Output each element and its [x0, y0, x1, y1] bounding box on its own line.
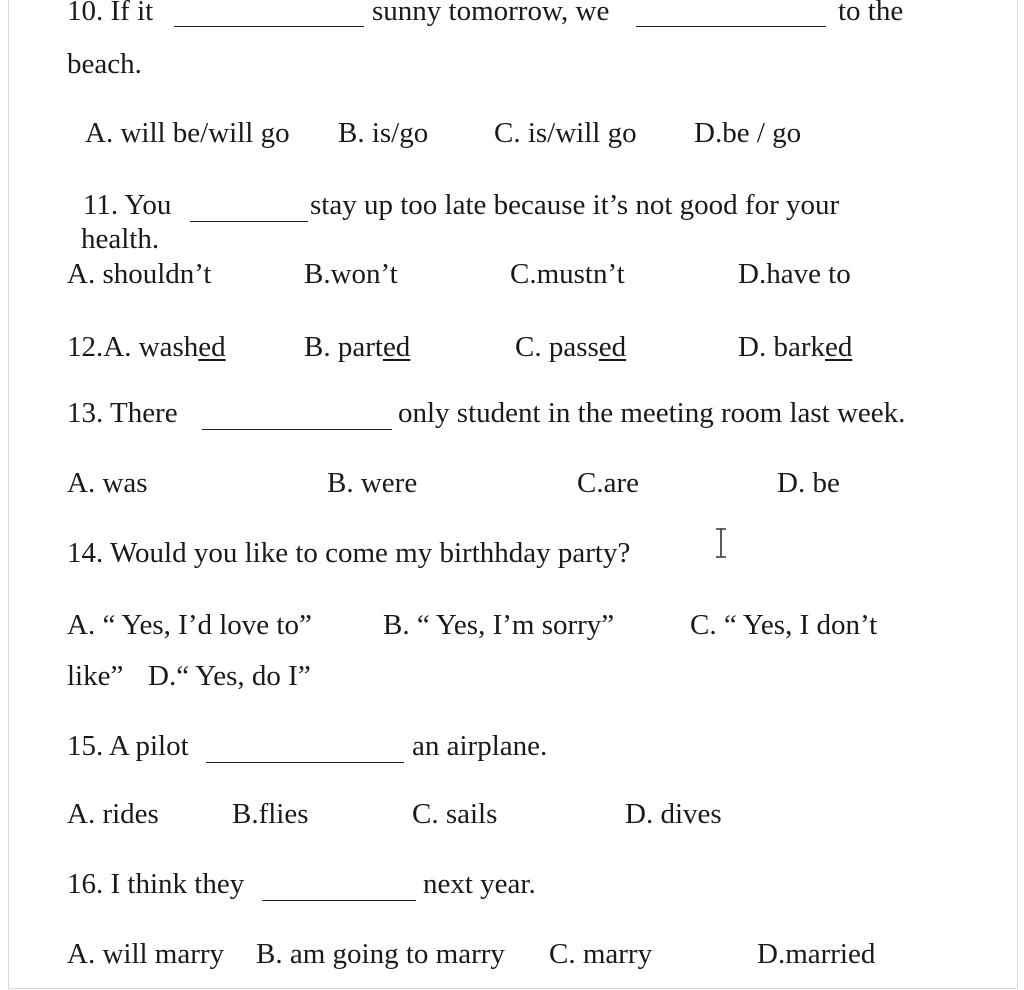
q14-option-b: B. “ Yes, I’m sorry” [383, 609, 615, 641]
q12-option-b [304, 330, 410, 364]
q12-option-c [515, 330, 626, 364]
q16-option-d: D.married [757, 938, 876, 970]
q12-option-b-ending: ed [382, 331, 411, 363]
q13-text-1: 13. There [67, 397, 178, 429]
q11-option-d: D.have to [738, 258, 851, 290]
q15-text-2: an airplane. [412, 730, 548, 762]
q10-option-d: D.be / go [694, 117, 802, 149]
q16-option-b: B. am going to marry [256, 938, 505, 970]
q11-option-a: A. shouldn’t [67, 258, 212, 290]
q12-option-a-ending: ed [198, 331, 226, 363]
q14-option-c: C. “ Yes, I don’t [690, 609, 878, 641]
q14-option-c-cont: like” [67, 660, 124, 692]
q13-option-b: B. were [327, 467, 418, 499]
q10-text-3: to the [838, 0, 904, 27]
q16-text-1: 16. I think they [67, 868, 245, 900]
q10-text-1: 10. If it [67, 0, 154, 27]
q12-option-a-stem: 12.A. wash [67, 331, 199, 363]
q11-option-c: C.mustn’t [510, 258, 625, 290]
q10-option-b: B. is/go [338, 117, 429, 149]
q12-option-d-ending: ed [824, 331, 853, 363]
q12-option-d [738, 330, 852, 364]
q11-text-3: health. [81, 223, 160, 255]
text-cursor-icon [714, 528, 728, 558]
q11-option-b: B.won’t [304, 258, 398, 290]
q15-blank [206, 738, 404, 763]
q11-text-1: 11. You [83, 189, 172, 221]
q12-option-b-stem: B. part [304, 331, 383, 363]
q13-option-d: D. be [777, 467, 840, 499]
q12-option-a [67, 330, 226, 364]
q13-blank [202, 405, 392, 430]
q13-option-c: C.are [577, 467, 639, 499]
q10-option-a: A. will be/will go [85, 117, 290, 149]
q14-option-a: A. “ Yes, I’d love to” [67, 609, 312, 641]
q12-option-c-ending: ed [598, 331, 627, 363]
q15-option-c: C. sails [412, 798, 498, 830]
q16-blank [262, 876, 416, 901]
q15-option-b: B.flies [232, 798, 309, 830]
q11-text-2: stay up too late because it’s not good for your [310, 189, 840, 221]
q12-option-d-stem: D. bark [738, 331, 825, 363]
q10-blank-2 [636, 2, 826, 27]
q15-option-d: D. dives [625, 798, 722, 830]
q10-text-4: beach. [67, 48, 142, 80]
q14-question: 14. Would you like to come my birthhday party? [67, 537, 631, 569]
q16-option-c: C. marry [549, 938, 653, 970]
q10-blank-1 [174, 2, 364, 27]
q14-option-d: D.“ Yes, do I” [148, 660, 311, 692]
q12-option-c-stem: C. pass [515, 331, 599, 363]
q16-option-a: A. will marry [67, 938, 225, 970]
q10-text-2: sunny tomorrow, we [372, 0, 610, 27]
q13-text-2: only student in the meeting room last week. [398, 397, 906, 429]
q16-text-2: next year. [423, 868, 536, 900]
q15-text-1: 15. A pilot [67, 730, 189, 762]
q15-option-a: A. rides [67, 798, 159, 830]
q13-option-a: A. was [67, 467, 148, 499]
q11-blank [190, 197, 308, 222]
q10-option-c: C. is/will go [494, 117, 637, 149]
